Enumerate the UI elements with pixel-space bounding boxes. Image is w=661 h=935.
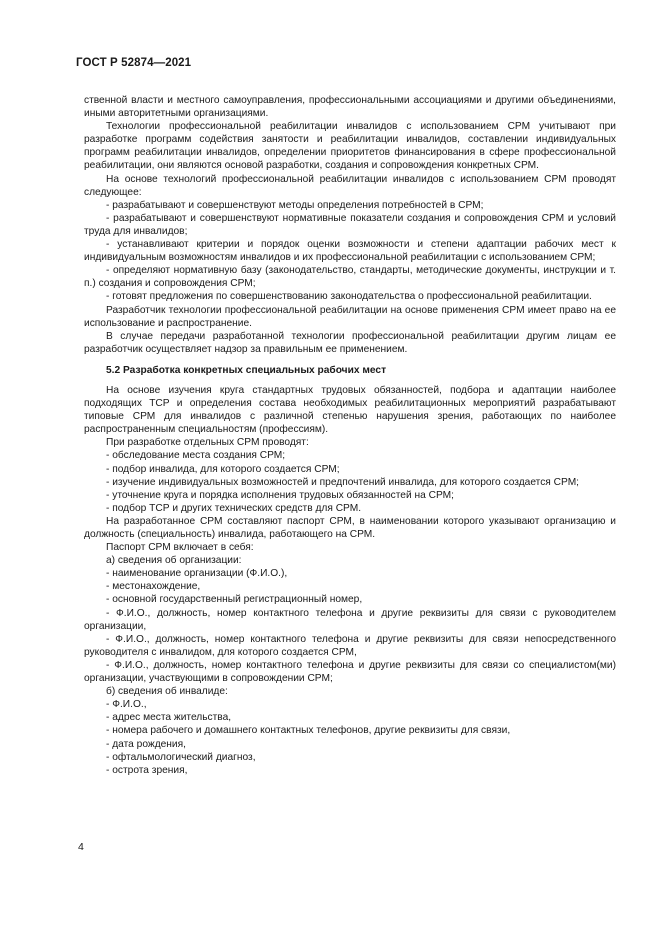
list-item: - устанавливают критерии и порядок оценки возможности и степени адаптации рабочих мест к индивидуальным возможностям инвалидов и их профессиональной реабилитации с использованием СРМ; <box>84 239 616 264</box>
paragraph: В случае передачи разработанной технологии профессиональной реабилитации другим лицам ее разработчик осуществляет надзор за правильным ее применением. <box>84 330 616 355</box>
list-item: - обследование места создания СРМ; <box>106 450 286 462</box>
list-item: - местонахождение, <box>106 581 201 593</box>
list-item: - уточнение круга и порядка исполнения трудовых обязанностей на СРМ; <box>106 489 454 501</box>
list-item: - определяют нормативную базу (законодательство, стандарты, методические документы, инструкции и т. п.) создания и сопровождения СРМ; <box>84 265 616 290</box>
document-header: ГОСТ Р 52874—2021 <box>76 57 192 69</box>
list-item: - подбор ТСР и других технических средств для СРМ. <box>106 502 362 514</box>
list-item: - адрес места жительства, <box>106 712 232 724</box>
paragraph: Технологии профессиональной реабилитации инвалидов с использованием СРМ учитывают при разработке программ содействия занятости и реабилитации инвалидов, составлении индивидуальных программ реабилитации инвалидов, определении приоритетов финансирования в сфере профессиональной реабилитации, они являются основой разработки, создания и сопровождения конкретных СРМ. <box>84 121 616 172</box>
paragraph: ственной власти и местного самоуправления, профессиональными ассоциациями и другими объединениями, иными авторитетными организациями. <box>84 95 616 120</box>
list-item: - основной государственный регистрационный номер, <box>106 594 363 606</box>
list-item: - Ф.И.О., должность, номер контактного телефона и другие реквизиты для связи со специалистом(ми) организации, участвующими в сопровождении СРМ; <box>84 659 616 685</box>
paragraph: Разработчик технологии профессиональной реабилитации на основе применения СРМ имеет право на ее использование и распространение. <box>84 304 616 329</box>
list-item: - номера рабочего и домашнего контактных телефонов, другие реквизиты для связи, <box>106 725 511 737</box>
list-item: - подбор инвалида, для которого создается СРМ; <box>106 463 340 475</box>
section-heading: 5.2 Разработка конкретных специальных рабочих мест <box>106 364 387 376</box>
paragraph: На основе технологий профессиональной реабилитации инвалидов с использованием СРМ проводят следующее: <box>84 173 616 198</box>
page-number: 4 <box>78 841 84 853</box>
list-subheading: б) сведения об инвалиде: <box>106 686 228 698</box>
paragraph: Паспорт СРМ включает в себя: <box>106 542 254 554</box>
list-item: - Ф.И.О., должность, номер контактного телефона и другие реквизиты для связи непосредственного руководителя с инвалидом, для которого создается СРМ, <box>84 633 616 658</box>
list-item: - Ф.И.О., должность, номер контактного телефона и другие реквизиты для связи с руководителем организации, <box>84 607 616 632</box>
list-item: - офтальмологический диагноз, <box>106 751 256 763</box>
list-item: - разрабатывают и совершенствуют методы определения потребностей в СРМ; <box>106 199 484 211</box>
paragraph: При разработке отдельных СРМ проводят: <box>106 437 309 449</box>
list-item: - наименование организации (Ф.И.О.), <box>106 568 288 580</box>
paragraph: На разработанное СРМ составляют паспорт СРМ, в наименовании которого указывают организацию и должность (специальность) инвалида, работающего на СРМ. <box>84 515 616 540</box>
paragraph: На основе изучения круга стандартных трудовых обязанностей, подбора и адаптации наиболее подходящих ТСР и определения состава необходимых реабилитационных мероприятий разрабатывают типовые СРМ для инвалидов с различной степенью нарушения зрения, работающих по наиболее распространенным специальностям (профессиям). <box>84 384 616 436</box>
list-item: - изучение индивидуальных возможностей и предпочтений инвалида, для которого создается СРМ; <box>106 476 580 488</box>
list-subheading: а) сведения об организации: <box>106 555 242 567</box>
list-item: - готовят предложения по совершенствованию законодательства о профессиональной реабилитации. <box>106 291 592 303</box>
list-item: - дата рождения, <box>106 738 186 750</box>
document-body <box>84 94 616 777</box>
list-item: - Ф.И.О., <box>106 699 147 711</box>
list-item: - разрабатывают и совершенствуют нормативные показатели создания и сопровождения СРМ и условий труда для инвалидов; <box>84 212 616 237</box>
list-item: - острота зрения, <box>106 764 188 776</box>
